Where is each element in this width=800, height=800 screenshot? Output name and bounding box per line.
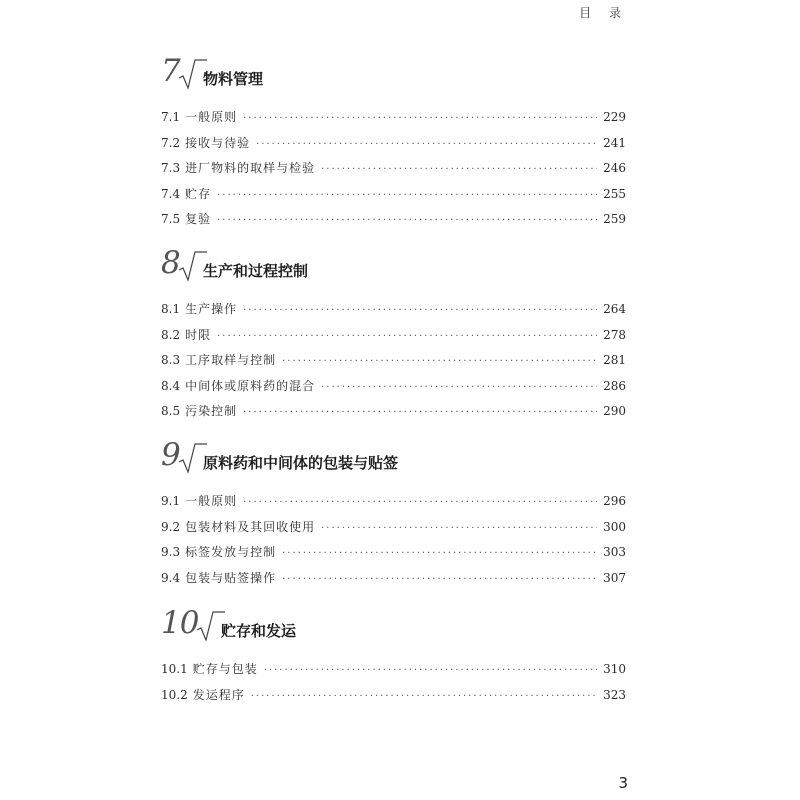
entry-number: 8.5 [161, 404, 181, 418]
toc-entry[interactable] [161, 351, 626, 377]
entry-title: 一般原则 [185, 494, 238, 508]
entry-page: 286 [603, 378, 626, 393]
entry-number: 8.4 [161, 378, 181, 393]
toc-entry[interactable] [161, 686, 626, 712]
entry-number: 8.2 [161, 327, 181, 342]
dot-leader [256, 139, 597, 150]
entry-number: 9.2 [161, 519, 181, 534]
toc-entry[interactable] [161, 185, 626, 211]
toc-entry[interactable] [161, 134, 626, 160]
chapter-title: 原料药和中间体的包装与贴签 [203, 454, 399, 472]
entry-title: 一般原则 [185, 110, 238, 124]
dot-leader [251, 691, 597, 702]
entry-page: 307 [603, 570, 626, 585]
entry-number: 8.1 [161, 302, 181, 316]
entry-page: 255 [603, 186, 626, 201]
entry-page: 323 [603, 687, 626, 702]
entry-number: 7.2 [161, 135, 181, 150]
entry-title: 包装材料及其回收使用 [185, 519, 316, 534]
dot-leader [217, 215, 597, 226]
entry-number: 7.4 [161, 186, 181, 201]
entry-title: 中间体或原料药的混合 [185, 378, 316, 393]
entry-page: 241 [603, 135, 626, 150]
toc-entry[interactable] [161, 518, 626, 544]
chapter-heading [161, 54, 626, 108]
chapter-title: 生产和过程控制 [203, 262, 309, 280]
entry-number: 7.1 [161, 110, 181, 124]
toc-entry[interactable] [161, 402, 626, 428]
toc-entry[interactable] [161, 326, 626, 352]
entry-page: 246 [603, 161, 626, 175]
chapter-title: 物料管理 [203, 70, 264, 88]
dot-leader [282, 574, 597, 585]
chapter-heading [161, 438, 626, 492]
page-number: 3 [618, 774, 628, 792]
chapter-title: 贮存和发运 [221, 622, 297, 640]
dot-leader [243, 407, 597, 418]
entry-title: 生产操作 [185, 302, 238, 316]
chapter-9 [161, 438, 626, 606]
dot-leader [321, 164, 597, 175]
toc-entry[interactable] [161, 492, 626, 518]
toc-entry[interactable] [161, 660, 626, 686]
chapter-number: 7 [161, 53, 181, 89]
dot-leader [243, 113, 597, 124]
entry-page: 278 [603, 327, 626, 342]
entry-page: 281 [603, 353, 626, 367]
entry-title: 工序取样与控制 [185, 353, 277, 367]
dot-leader [282, 356, 597, 367]
entry-page: 259 [603, 212, 626, 226]
chapter-10 [161, 606, 626, 798]
dot-leader [217, 190, 597, 201]
entry-page: 310 [603, 662, 626, 676]
chapter-8 [161, 246, 626, 438]
chapter-7 [161, 54, 626, 246]
entry-title: 复验 [185, 212, 212, 226]
entry-title: 包装与贴签操作 [185, 570, 277, 585]
entry-number: 7.3 [161, 161, 181, 175]
dot-leader [243, 497, 597, 508]
toc-entry[interactable] [161, 543, 626, 569]
chapter-heading [161, 606, 626, 660]
dot-leader [282, 548, 597, 559]
dot-leader [243, 305, 597, 316]
entry-title: 时限 [185, 327, 212, 342]
toc-entry[interactable] [161, 108, 626, 134]
dot-leader [321, 382, 597, 393]
entry-title: 贮存 [185, 186, 212, 201]
table-of-contents [161, 54, 626, 798]
entry-title: 贮存与包装 [192, 662, 258, 676]
entry-title: 标签发放与控制 [185, 545, 277, 559]
dot-leader [321, 523, 597, 534]
chapter-number: 8 [161, 245, 181, 281]
toc-entry[interactable] [161, 159, 626, 185]
dot-leader [217, 331, 597, 342]
entry-title: 污染控制 [185, 404, 238, 418]
entry-title: 进厂物料的取样与检验 [185, 161, 316, 175]
entry-number: 9.4 [161, 570, 181, 585]
entry-page: 229 [603, 110, 626, 124]
toc-entry[interactable] [161, 210, 626, 236]
entry-number: 9.3 [161, 545, 181, 559]
toc-entry[interactable] [161, 377, 626, 403]
entry-number: 10.1 [161, 662, 188, 676]
chapter-heading [161, 246, 626, 300]
chapter-number: 9 [161, 437, 181, 473]
entry-page: 290 [603, 404, 626, 418]
entry-number: 7.5 [161, 212, 181, 226]
entry-number: 9.1 [161, 494, 181, 508]
entry-page: 300 [603, 519, 626, 534]
entry-page: 303 [603, 545, 626, 559]
entry-page: 296 [603, 494, 626, 508]
entry-title: 发运程序 [192, 687, 245, 702]
toc-entry[interactable] [161, 300, 626, 326]
entry-title: 接收与待验 [185, 135, 251, 150]
chapter-number: 10 [161, 605, 199, 641]
toc-entry[interactable] [161, 569, 626, 595]
dot-leader [264, 665, 597, 676]
running-header: 目 录 [579, 6, 628, 20]
entry-number: 10.2 [161, 687, 188, 702]
entry-number: 8.3 [161, 353, 181, 367]
entry-page: 264 [603, 302, 626, 316]
